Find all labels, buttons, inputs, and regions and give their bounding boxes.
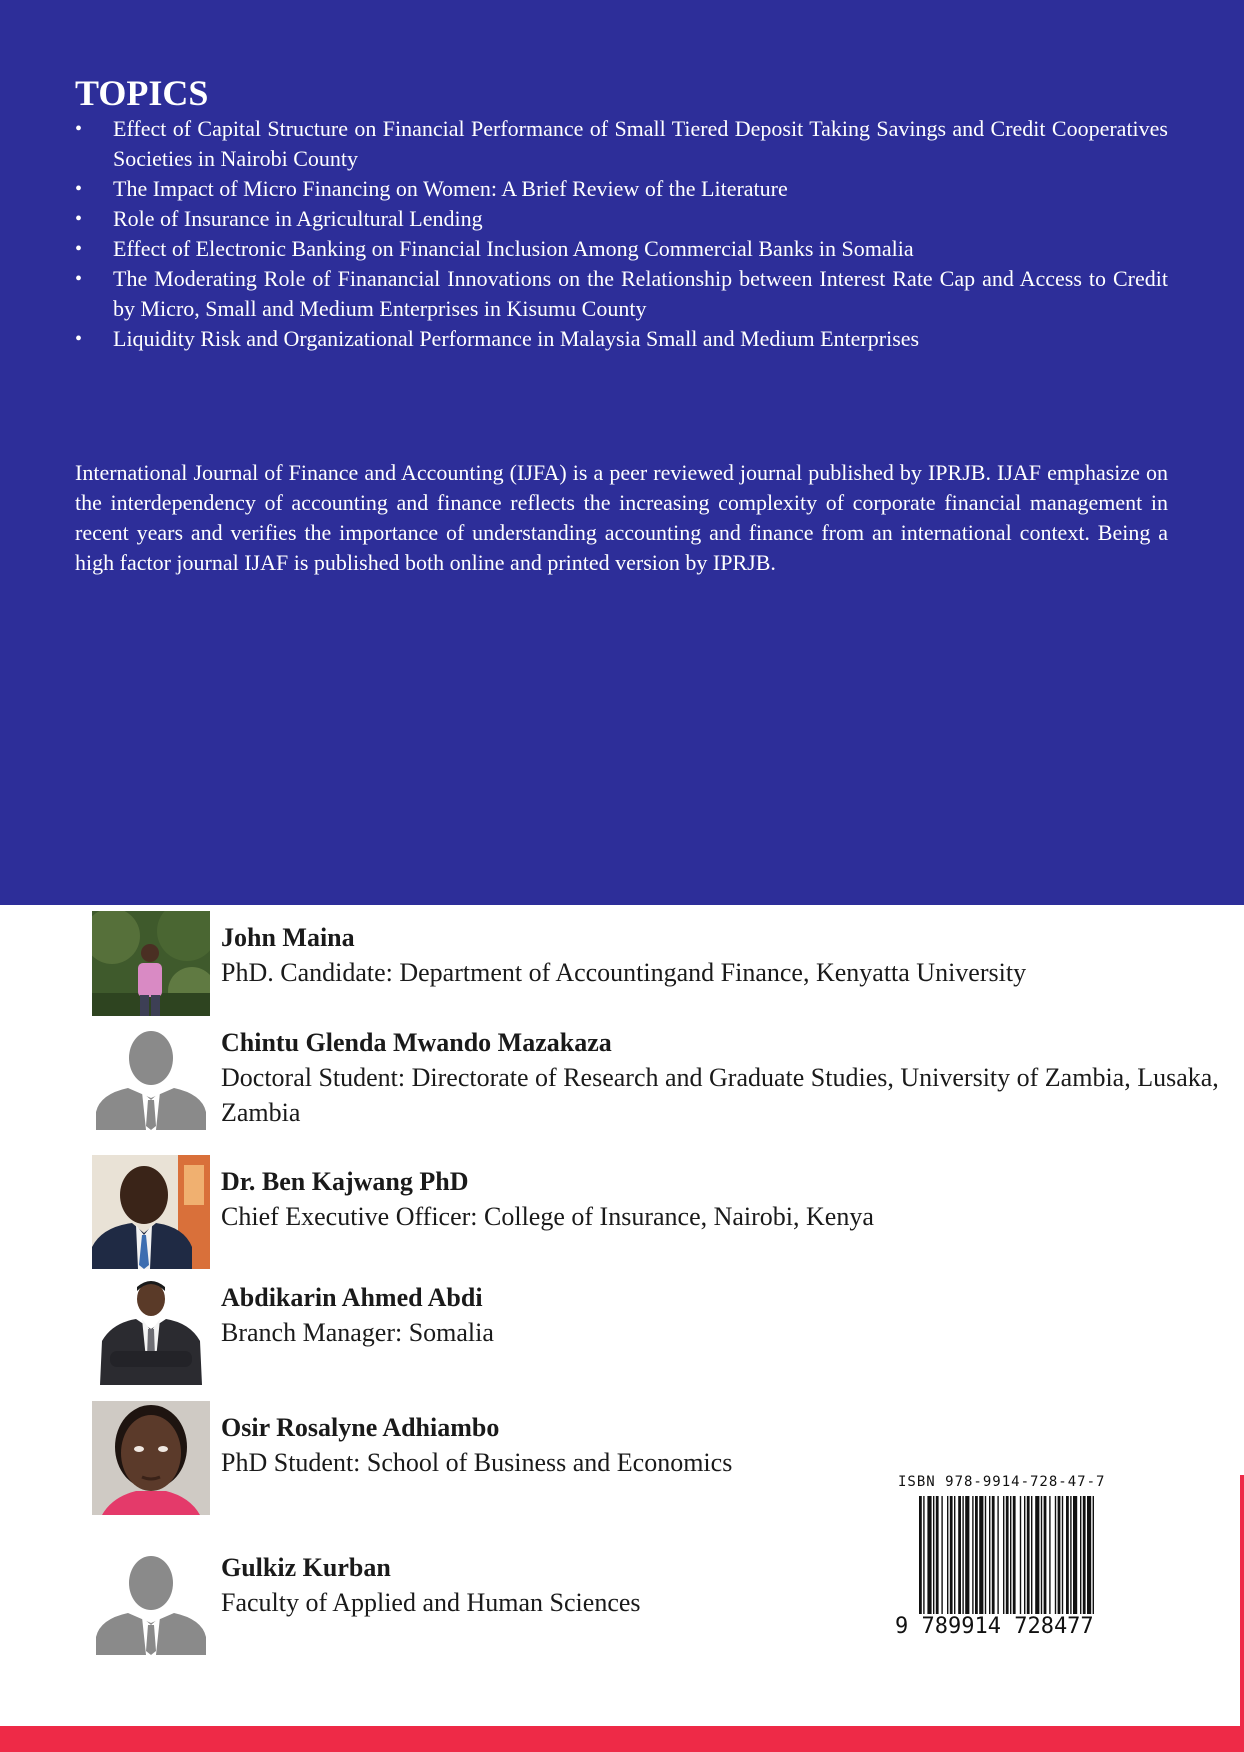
bullet: • xyxy=(75,268,83,290)
topic-item xyxy=(75,114,1168,174)
author-photo xyxy=(92,1271,210,1385)
author-text xyxy=(221,1026,1221,1130)
bullet: • xyxy=(75,238,83,260)
barcode-digits: 9 789914 728477 xyxy=(895,1614,1094,1639)
topic-text: Effect of Capital Structure on Financial Performance of Small Tiered Deposit Taking Savings and Credit Cooperatives Societies in Nairobi County xyxy=(113,116,1168,171)
author-photo xyxy=(92,1016,210,1130)
author-text xyxy=(221,921,1221,990)
topic-item xyxy=(75,264,1168,324)
bullet: • xyxy=(75,178,83,200)
avatar-silhouette-icon xyxy=(92,1016,210,1130)
photo-headshot-portrait xyxy=(92,1401,210,1515)
author-text xyxy=(221,1281,1221,1350)
author-photo xyxy=(92,911,210,1025)
avatar-silhouette-icon xyxy=(92,1541,210,1655)
author-text xyxy=(221,1165,1221,1234)
topic-text: Liquidity Risk and Organizational Performance in Malaysia Small and Medium Enterprises xyxy=(113,326,920,351)
author-photo xyxy=(92,1155,210,1269)
author-role: PhD. Candidate: Department of Accountingand Finance, Kenyatta University xyxy=(221,958,1027,987)
topic-item xyxy=(75,204,1168,234)
author-name: John Maina xyxy=(221,923,355,952)
photo-outdoor-portrait xyxy=(92,911,210,1025)
photo-suit-portrait xyxy=(92,1155,210,1269)
bullet: • xyxy=(75,208,83,230)
author-name: Gulkiz Kurban xyxy=(221,1553,391,1582)
bottom-accent-bar xyxy=(0,1726,1244,1752)
bullet: • xyxy=(75,328,83,350)
topics-heading: TOPICS xyxy=(75,73,209,113)
topic-item xyxy=(75,324,1168,354)
author-name: Chintu Glenda Mwando Mazakaza xyxy=(221,1028,612,1057)
author-name: Abdikarin Ahmed Abdi xyxy=(221,1283,483,1312)
author-role: Faculty of Applied and Human Sciences xyxy=(221,1588,641,1617)
right-edge-stripe xyxy=(1240,1475,1244,1726)
topic-item xyxy=(75,174,1168,204)
isbn-label: ISBN 978-9914-728-47-7 xyxy=(898,1474,1106,1490)
isbn-block xyxy=(895,1474,1125,1654)
author-photo xyxy=(92,1541,210,1655)
journal-description: International Journal of Finance and Accounting (IJFA) is a peer reviewed journal published by IPRJB. IJAF emphasize on the interdependency of accounting and finance reflects the increasing complexity of corporate financial management in recent years and verifies the importance of understanding accounting and finance from an international context. Being a high factor journal IJAF is published both online and printed version by IPRJB. xyxy=(75,460,1168,575)
author-name: Osir Rosalyne Adhiambo xyxy=(221,1413,500,1442)
author-name: Dr. Ben Kajwang PhD xyxy=(221,1167,469,1196)
author-role: PhD Student: School of Business and Economics xyxy=(221,1448,733,1477)
barcode-icon xyxy=(917,1496,1097,1614)
topic-text: The Moderating Role of Finanancial Innovations on the Relationship between Interest Rate Cap and Access to Credit by Micro, Small and Medium Enterprises in Kisumu County xyxy=(113,266,1168,321)
bullet: • xyxy=(75,118,83,140)
author-text xyxy=(221,1411,1221,1480)
photo-business-portrait xyxy=(92,1271,210,1385)
topic-text: Role of Insurance in Agricultural Lending xyxy=(113,206,483,231)
author-photo xyxy=(92,1401,210,1515)
topic-text: The Impact of Micro Financing on Women: A Brief Review of the Literature xyxy=(113,176,788,201)
topic-item xyxy=(75,234,1168,264)
author-role: Doctoral Student: Directorate of Research and Graduate Studies, University of Zambia, Lusaka, Zambia xyxy=(221,1063,1219,1127)
topic-text: Effect of Electronic Banking on Financial Inclusion Among Commercial Banks in Somalia xyxy=(113,236,914,261)
topics-list xyxy=(75,114,1168,354)
author-role: Branch Manager: Somalia xyxy=(221,1318,494,1347)
author-role: Chief Executive Officer: College of Insurance, Nairobi, Kenya xyxy=(221,1202,874,1231)
